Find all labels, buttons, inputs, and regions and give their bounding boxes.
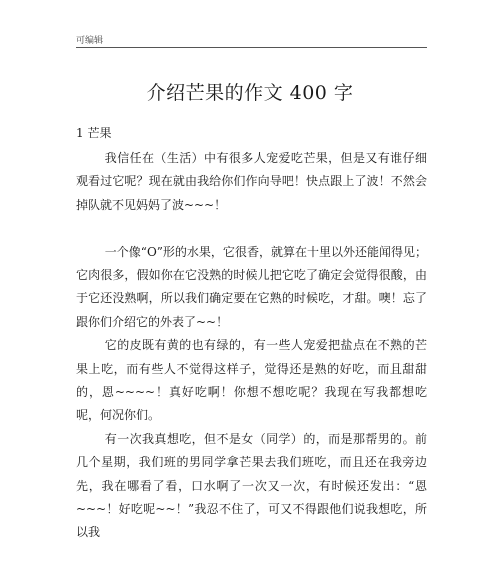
page-header-label: 可编辑 [76, 36, 104, 46]
section-heading: 1 芒果 [76, 126, 112, 140]
header-divider [76, 47, 427, 48]
paragraph-1: 我信任在（生活）中有很多人宠爱吃芒果，但是又有谁仔细观看过它呢？现在就由我给你们作向导吧！快点跟上了波！不然会掉队就不见妈妈了波~~~！ [76, 151, 427, 212]
document-title: 介绍芒果的作文 400 字 [146, 82, 354, 104]
paragraph-2: 一个像“O”形的水果，它很香，就算在十里以外还能闻得见；它肉很多，假如你在它没熟的时候儿把它吃了确定会觉得很酸，由于它还没熟啊，所以我们确定要在它熟的时候吃，才甜。噢！忘了跟你们介绍它的外表了~~！ [76, 244, 427, 329]
paragraph-3: 它的皮既有黄的也有绿的，有一些人宠爱把盐点在不熟的芒果上吃，而有些人不觉得这样子，觉得还是熟的好吃，而且甜甜的，恩~~~~！真好吃啊！你想不想吃呢？我现在写我都想吃呢，何况你们。 [76, 338, 427, 423]
paragraph-4: 有一次我真想吃，但不是女（同学）的，而是那帮男的。前几个星期，我们班的男同学拿芒果去我们班吃，而且还在我旁边先，我在哪看了看，口水啊了一次又一次，有时候还发出：“恩~~~！好吃呢~~！”我忍不住了，可又不得跟他们说我想吃，所以我 [76, 431, 427, 540]
document-body [76, 147, 427, 545]
